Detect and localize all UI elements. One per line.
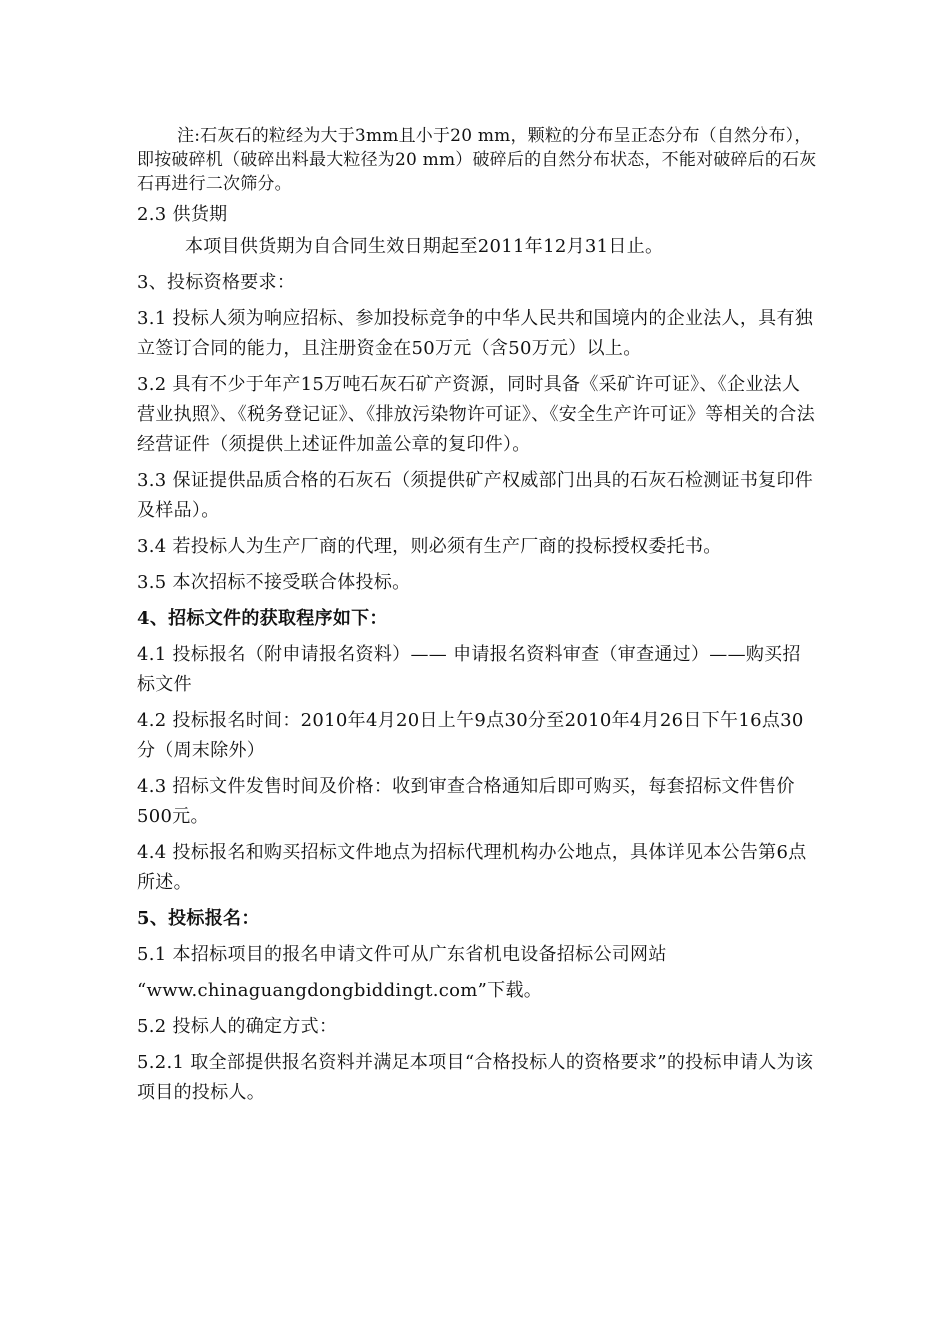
section-3-2: 3.2 具有不少于年产15万吨石灰石矿产资源，同时具备《采矿许可证》、《企业法人营业执照》、《税务登记证》、《排放污染物许可证》、《安全生产许可证》等相关的合法经营证件（须提供上述证件加盖公章的复印件）。 — [137, 374, 815, 455]
section-3-3: 3.3 保证提供品质合格的石灰石（须提供矿产权威部门出具的石灰石检测证书复印件及样品）。 — [137, 470, 814, 521]
section-4-1: 4.1 投标报名（附申请报名资料）—— 申请报名资料审查（审查通过）——购买招标文件 — [137, 644, 801, 695]
section-4-3: 4.3 招标文件发售时间及价格：收到审查合格通知后即可购买，每套招标文件售价500元。 — [137, 776, 795, 827]
document-body — [137, 124, 817, 1114]
section-3-title: 3、投标资格要求： — [137, 272, 296, 293]
section-5-2-1: 5.2.1 取全部提供报名资料并满足本项目“合格投标人的资格要求”的投标申请人为该项目的投标人。 — [137, 1052, 814, 1103]
section-5-title: 5、投标报名： — [137, 908, 260, 929]
section-3-4: 3.4 若投标人为生产厂商的代理，则必须有生产厂商的投标授权委托书。 — [137, 536, 722, 557]
note-paragraph: 注:石灰石的粒经为大于3mm且小于20 mm，颗粒的分布呈正态分布（自然分布），即按破碎机（破碎出料最大粒径为20 mm）破碎后的自然分布状态，不能对破碎后的石灰石再进行二次筛分。 — [137, 126, 817, 194]
section-5-1-line1: 5.1 本招标项目的报名申请文件可从广东省机电设备招标公司网站 — [137, 944, 667, 965]
section-2-3-body: 本项目供货期为自合同生效日期起至2011年12月31日止。 — [185, 236, 664, 257]
section-4-2: 4.2 投标报名时间：2010年4月20日上午9点30分至2010年4月26日下午16点30分（周末除外） — [137, 710, 804, 761]
section-3-5: 3.5 本次招标不接受联合体投标。 — [137, 572, 411, 593]
section-5-2: 5.2 投标人的确定方式： — [137, 1016, 338, 1037]
section-2-3-title: 2.3 供货期 — [137, 204, 228, 225]
section-4-title: 4、招标文件的获取程序如下： — [137, 608, 388, 629]
section-4-4: 4.4 投标报名和购买招标文件地点为招标代理机构办公地点，具体详见本公告第6点所述。 — [137, 842, 807, 893]
section-5-1-url-line: “www.chinaguangdongbiddingt.com”下载。 — [137, 980, 543, 1001]
section-3-1: 3.1 投标人须为响应招标、参加投标竞争的中华人民共和国境内的企业法人，具有独立签订合同的能力，且注册资金在50万元（含50万元）以上。 — [137, 308, 814, 359]
